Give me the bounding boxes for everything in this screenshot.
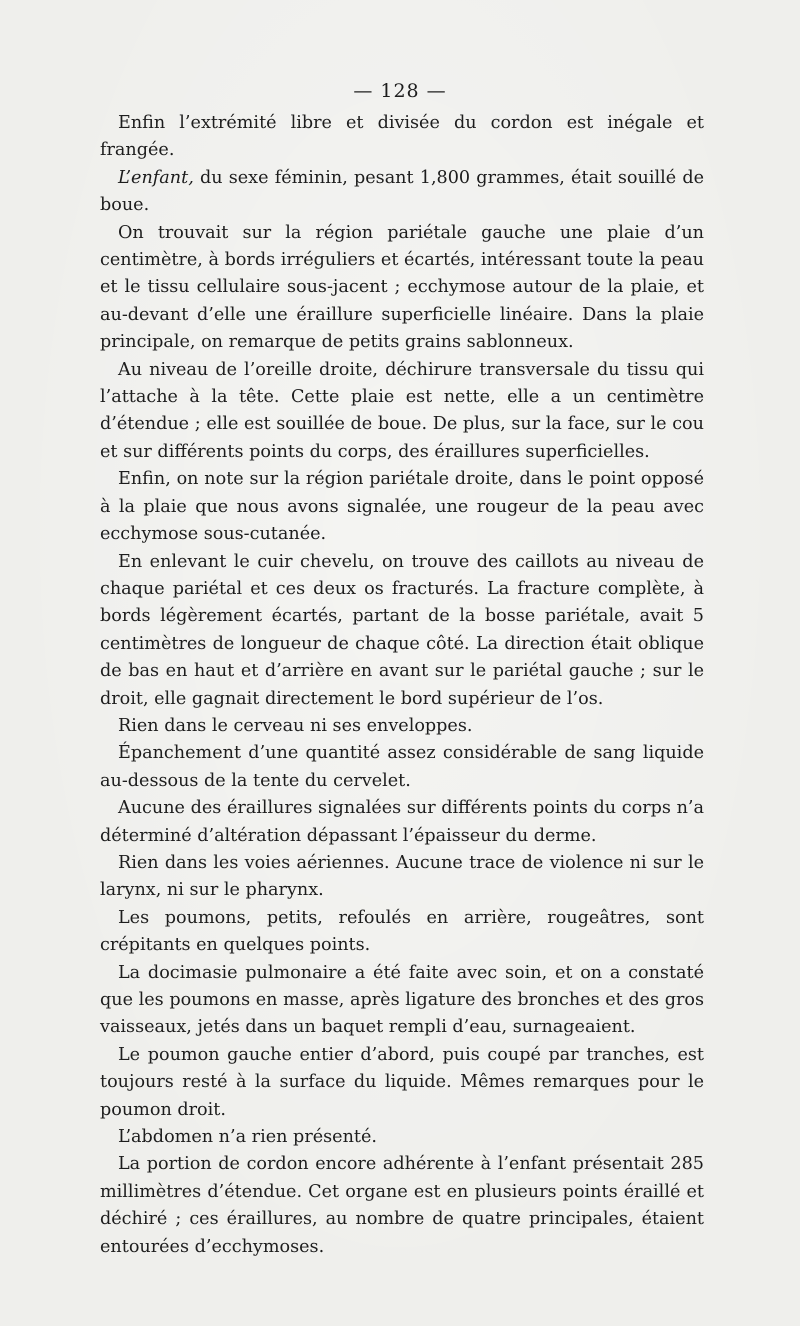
paragraph-umbilical-cord: La portion de cordon encore adhérente à l’enfant présentait 285 millimètres d’étendue. Cet organe est en plusieurs points éraillé et déchiré ; ces éraillures, au nombre de quatre principales, étaient entourées d’ecchymoses. — [100, 1154, 704, 1257]
body-text — [100, 110, 704, 1261]
paragraph-cord-end: Enfin l’extrémité libre et divisée du cordon est inégale et frangée. — [100, 113, 704, 161]
paragraph-child — [100, 165, 704, 220]
child-label: L’enfant, — [118, 167, 194, 188]
paragraph-right-parietal: Enfin, on note sur la région pariétale droite, dans le point opposé à la plaie que nous avons signalée, une rougeur de la peau avec ecchymose sous-cutanée. — [100, 469, 704, 545]
page-number: — 128 — — [353, 80, 447, 102]
paragraph-scalp-fracture: En enlevant le cuir chevelu, on trouve des caillots au niveau de chaque pariétal et ces deux os fracturés. La fracture complète, à bords légèrement écartés, partant de la bosse pariétale, avait 5 centimètres de longueur de chaque côté. La direction était oblique de bas en haut et d’arrière en avant sur le pariétal gauche ; sur le droit, elle gagnait directement le bord supérieur de l’os. — [100, 551, 704, 709]
paragraph-abdomen: L’abdomen n’a rien présenté. — [118, 1127, 377, 1148]
paragraph-lungs: Les poumons, petits, refoulés en arrière, rougeâtres, sont crépitants en quelques points. — [100, 907, 704, 956]
child-description: du sexe féminin, pesant 1,800 grammes, était souillé de boue. — [100, 167, 704, 216]
paragraph-airways: Rien dans les voies aériennes. Aucune trace de violence ni sur le larynx, ni sur le pharynx. — [100, 852, 704, 901]
paragraph-hemorrhage: Épanchement d’une quantité assez considérable de sang liquide au-dessous de la tente du cervelet. — [100, 743, 704, 791]
paragraph-docimasia: La docimasie pulmonaire a été faite avec soin, et on a constaté que les poumons en masse, après ligature des bronches et des gros vaisseaux, jetés dans un baquet rempli d’eau, surnageaient. — [100, 962, 704, 1038]
paragraph-left-parietal-wound: On trouvait sur la région pariétale gauche une plaie d’un centimètre, à bords irréguliers et écartés, intéressant toute la peau et le tissu cellulaire sous-jacent ; ecchymose autour de la plaie, et au-devant d’elle une éraillure superficielle linéaire. Dans la plaie principale, on remarque de petits grains sablonneux. — [100, 222, 704, 353]
paragraph-brain: Rien dans le cerveau ni ses enveloppes. — [118, 715, 473, 736]
paragraph-left-lung: Le poumon gauche entier d’abord, puis coupé par tranches, est toujours resté à la surface du liquide. Mêmes remarques pour le poumon droit. — [100, 1044, 704, 1120]
paragraph-abrasions: Aucune des éraillures signalées sur différents points du corps n’a déterminé d’altération dépassant l’épaisseur du derme. — [100, 798, 704, 846]
paragraph-right-ear: Au niveau de l’oreille droite, déchirure transversale du tissu qui l’attache à la tête. Cette plaie est nette, elle a un centimètre d’étendue ; elle est souillée de boue. De plus, sur la face, sur le cou et sur différents points du corps, des éraillures superficielles. — [100, 359, 704, 462]
